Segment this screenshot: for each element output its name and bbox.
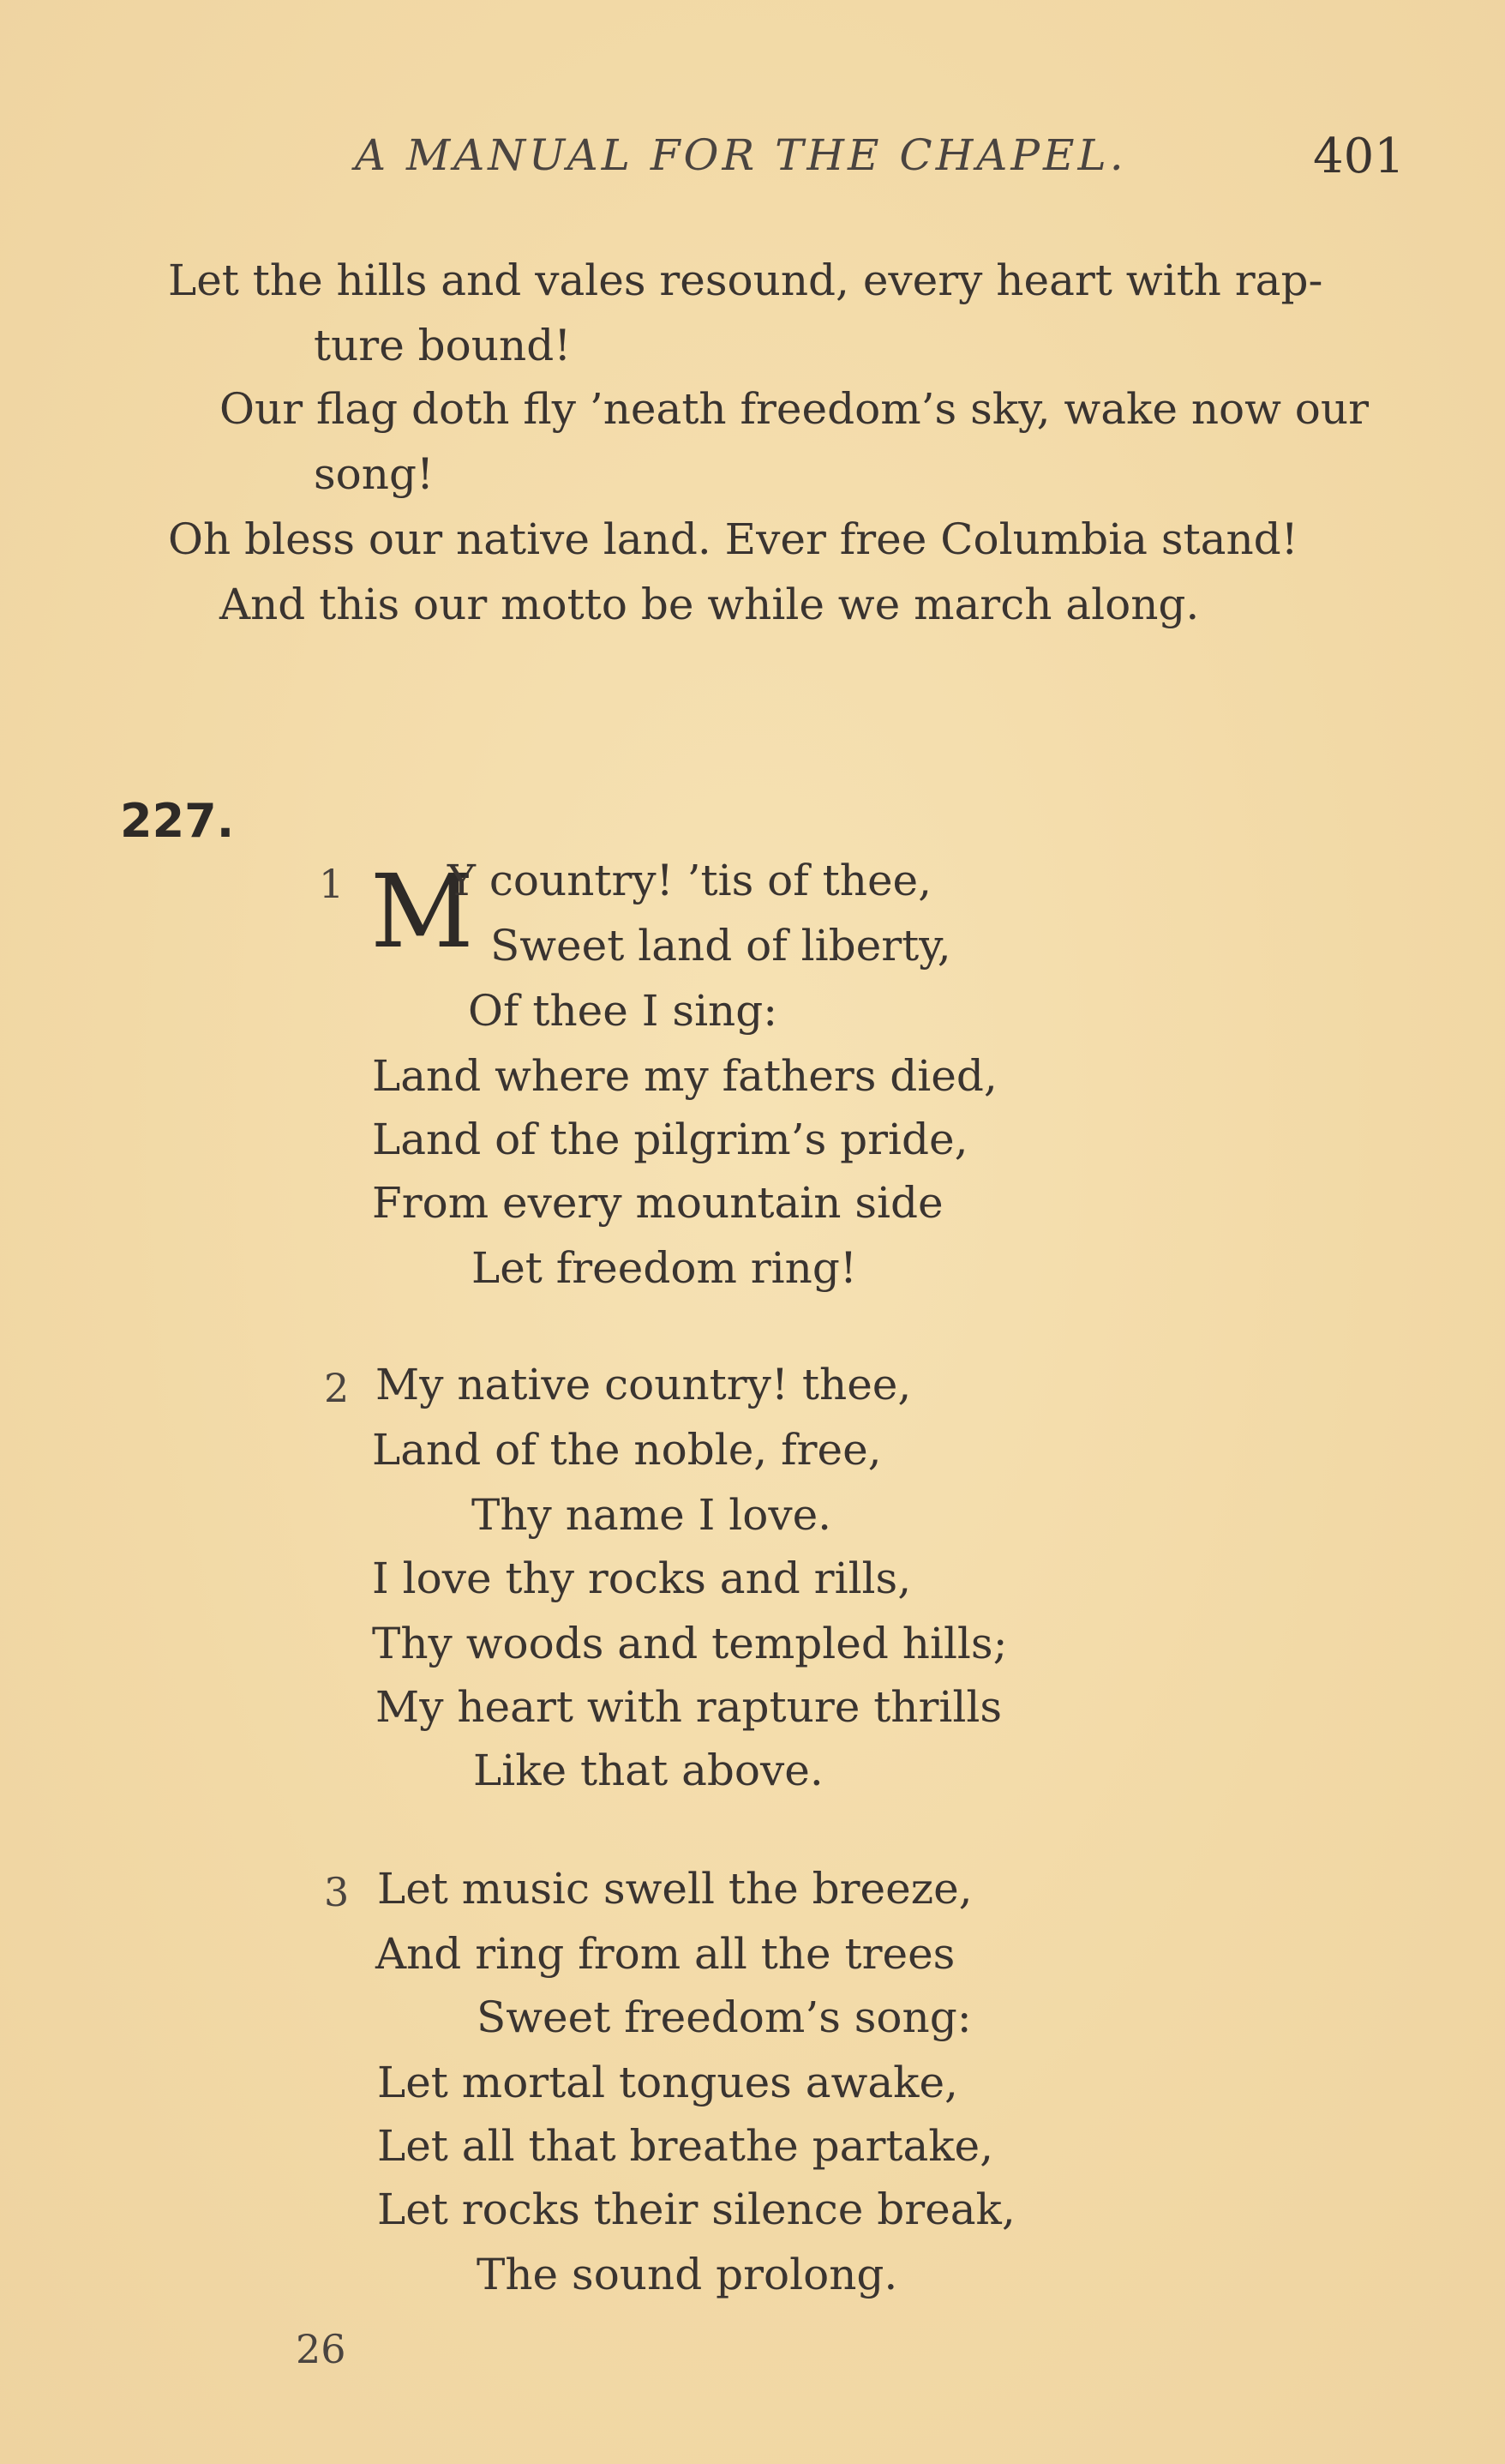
previous-hymn-line: Oh bless our native land. Ever free Columbia stand!	[168, 514, 1298, 564]
verse-line: Land of the noble, free,	[372, 1425, 882, 1475]
verse-line: Land of the pilgrim’s pride,	[372, 1115, 968, 1164]
verse-line: Let music swell the breeze,	[377, 1864, 973, 1914]
verse-line: The sound prolong.	[477, 2250, 898, 2299]
verse-line: Let mortal tongues awake,	[377, 2058, 958, 2107]
page-number: 401	[1313, 129, 1405, 184]
verse-line: Of thee I sing:	[468, 986, 778, 1036]
verse-number: 3	[324, 1869, 350, 1915]
previous-hymn-line: Our flag doth fly ’neath freedom’s sky, wake now our	[219, 384, 1370, 434]
verse-number: 2	[324, 1365, 350, 1411]
drop-cap-letter: M	[370, 852, 474, 971]
verse-line: Sweet land of liberty,	[490, 921, 951, 971]
verse-number: 1	[319, 861, 345, 907]
verse-line: Like that above.	[473, 1746, 824, 1795]
previous-hymn-line: song!	[314, 449, 435, 499]
verse-line: Thy name I love.	[471, 1490, 832, 1540]
verse-line: My native country! thee,	[375, 1360, 912, 1409]
signature-mark: 26	[296, 2326, 346, 2372]
verse-line: Let all that breathe partake,	[377, 2121, 994, 2171]
previous-hymn-line: Let the hills and vales resound, every heart with rap-	[168, 255, 1323, 305]
hymn-number: 227.	[120, 794, 235, 848]
verse-line: Sweet freedom’s song:	[477, 1992, 972, 2042]
verse-line: Thy woods and templed hills;	[372, 1619, 1008, 1668]
previous-hymn-line: ture bound!	[314, 321, 572, 370]
verse-line: Land where my fathers died,	[372, 1051, 998, 1101]
verse-line: My heart with rapture thrills	[375, 1682, 1003, 1732]
verse-line: Y country! ’tis of thee,	[447, 856, 932, 905]
verse-line: From every mountain side	[372, 1178, 944, 1228]
verse-line: I love thy rocks and rills,	[372, 1554, 912, 1603]
verse-line: Let rocks their silence break,	[377, 2185, 1016, 2234]
verse-line: And ring from all the trees	[375, 1929, 956, 1979]
previous-hymn-line: And this our motto be while we march along.	[219, 580, 1200, 629]
verse-line: Let freedom ring!	[471, 1243, 857, 1293]
running-title: A MANUAL FOR THE CHAPEL.	[355, 130, 1127, 180]
